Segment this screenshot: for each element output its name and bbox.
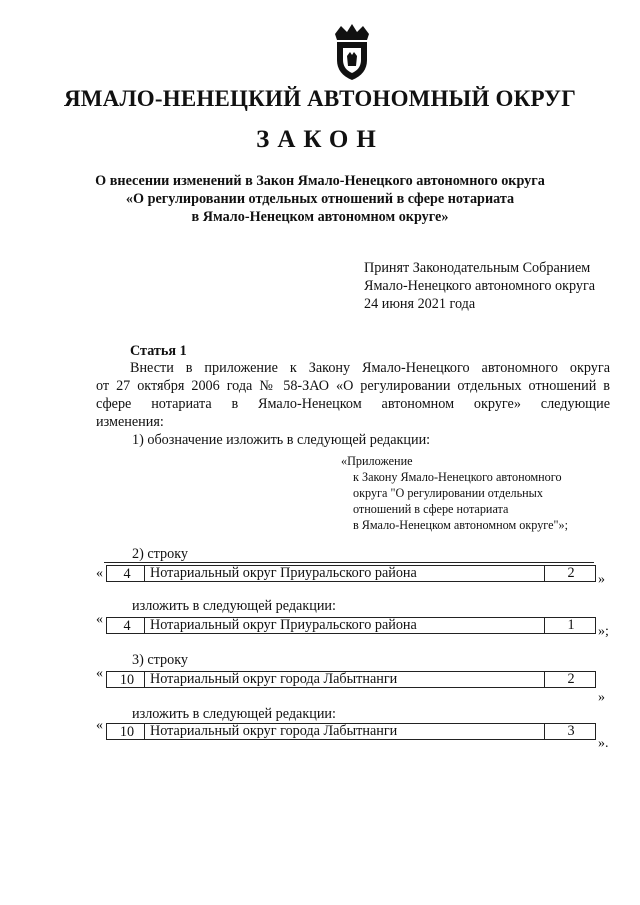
open-quote: «	[96, 612, 103, 627]
row-value: 1	[567, 617, 575, 633]
row-name: Нотариальный округ города Лабытнанги	[150, 723, 398, 739]
restate-label-2: изложить в следующей редакции:	[132, 706, 336, 722]
item-3: 3) строку	[132, 652, 189, 668]
row-name: Нотариальный округ Приуральского района	[150, 565, 417, 581]
row-name: Нотариальный округ Приуральского района	[150, 617, 417, 633]
appendix-line-4: отношений в сфере нотариата	[353, 502, 509, 516]
subject-line-3: в Ямало-Ненецком автономном округе»	[191, 209, 449, 225]
region-title: ЯМАЛО-НЕНЕЦКИЙ АВТОНОМНЫЙ ОКРУГ	[63, 86, 577, 111]
close-quote: ».	[598, 736, 609, 751]
row-value: 3	[567, 723, 575, 739]
row-value: 2	[567, 671, 575, 687]
document-type-title: ЗАКОН	[256, 126, 384, 153]
appendix-line-5: в Ямало-Ненецком автономном округе"»;	[353, 518, 568, 532]
subject-line-1: О внесении изменений в Закон Ямало-Ненецкого автономного округа	[95, 173, 545, 189]
row-name: Нотариальный округ города Лабытнанги	[150, 671, 398, 687]
appendix-line-3: округа "О регулировании отдельных	[353, 486, 543, 500]
close-quote: »;	[598, 624, 609, 639]
article-para-line-4: изменения:	[96, 414, 164, 430]
item-1: 1) обозначение изложить в следующей редакции:	[132, 432, 431, 448]
article-para-line-3: сфере нотариата в Ямало-Ненецком автономном округе» следующие	[96, 396, 610, 412]
open-quote: «	[96, 566, 103, 581]
item-2: 2) строку	[132, 546, 189, 562]
appendix-line-2: к Закону Ямало-Ненецкого автономного	[353, 470, 562, 484]
open-quote: «	[96, 718, 103, 733]
open-quote: «	[96, 666, 103, 681]
row-number: 4	[123, 618, 131, 634]
adoption-date: 24 июня 2021 года	[364, 296, 476, 312]
restate-label-1: изложить в следующей редакции:	[132, 598, 336, 614]
adoption-line-1: Принят Законодательным Собранием	[364, 260, 591, 276]
article-para-line-1: Внести в приложение к Закону Ямало-Ненецкого автономного округа	[130, 360, 610, 376]
appendix-line-1: «Приложение	[341, 454, 413, 468]
close-quote: »	[598, 572, 605, 587]
subject-line-2: «О регулировании отдельных отношений в сфере нотариата	[125, 191, 515, 207]
table-top-rule	[104, 562, 594, 563]
coat-of-arms-icon	[327, 22, 377, 82]
row-number: 10	[119, 724, 135, 740]
adoption-line-2: Ямало-Ненецкого автономного округа	[364, 278, 596, 294]
article-para-line-2: от 27 октября 2006 года № 58-ЗАО «О регулировании отдельных отношений в	[96, 378, 610, 394]
row-number: 10	[119, 672, 135, 688]
article-title: Статья 1	[130, 343, 187, 359]
close-quote: »	[598, 690, 605, 705]
row-number: 4	[123, 566, 131, 582]
row-value: 2	[567, 565, 575, 581]
